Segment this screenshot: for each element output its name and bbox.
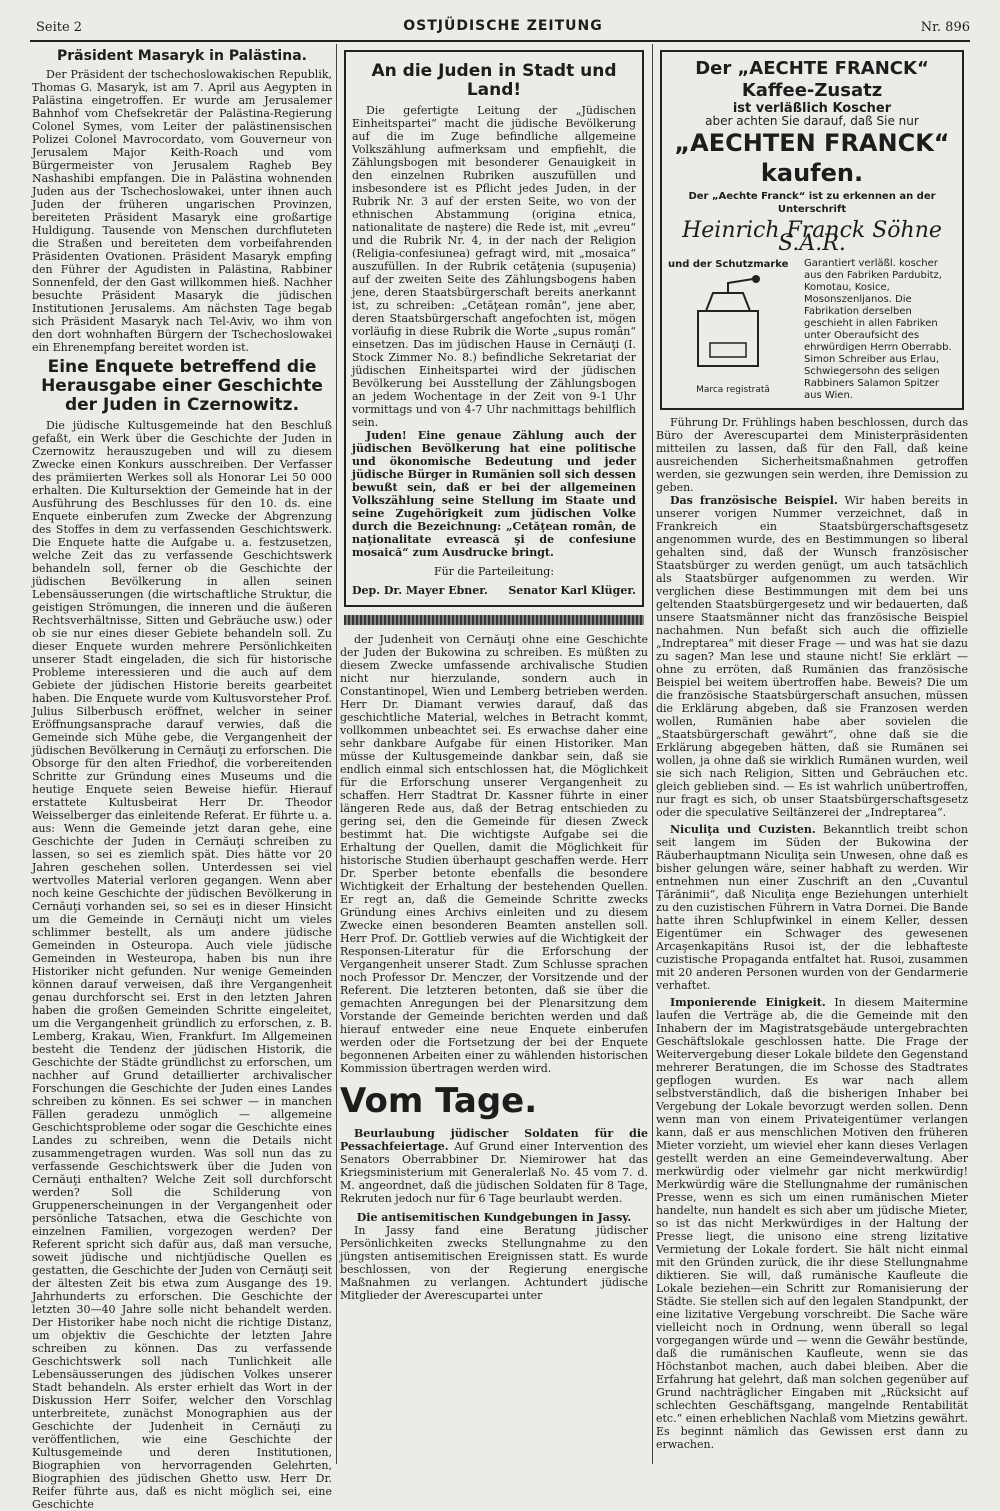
jassy-text: In Jassy fand eine Beratung jüdischer Persönlichkeiten zwecks Stellungnahme zu den jüngsten antisemitischen Ereignissen statt. Es wurde beschlossen, von der Regierung energische Maßnahmen zu verlangen. Achtundert jüdische Mitglieder der Averescupartei unter (340, 1224, 648, 1302)
column-left (32, 44, 332, 1511)
ad-mark-label: Marca registrată (696, 385, 770, 395)
appeal-text: Die gefertigte Leitung der „Jüdischen Einheitspartei“ macht die jüdische Bevölkerung auf die im Zuge befindliche allgemeine Volkszählung aufmerksam und empfiehlt, die Zählungsbogen mit besonderer Genauigkeit in den einzelnen Rubriken auszufüllen und insbesondere ist es Pflicht jedes Juden, in der Rubrik Nr. 3 auf der ersten Seite, wo von der ethnischen Abstammung (origina etnica, nationalitate de naştere) die Rede ist, mit „evreu“ und die Rubrik Nr. 4, in der nach der Religion (Religia-confesiunea) gefragt wird, mit „mosaica“ auszufüllen. In der Rubrik cetăţenia (supuşenia) auf der zweiten Seite des Zählungsbogens haben jene, deren Staatsbürgerschaft bereits anerkannt ist, zu schreiben: „Cetăţean român“, jene aber, deren Staatsbürgerschaft angefochten ist, mögen vorläufig in diese Rubrik die Worte „supus român“ einsetzen. Das im jüdischen Hause in Cernăuţi (I. Stock Zimmer No. 8.) befindliche Sekretariat der jüdischen Einheitspartei wird der jüdischen Bevölkerung bei Ausstellung der Zählungsbogen an jedem Wochentage in der Zeit von 9-1 Uhr vormittags und von 4-7 Uhr nachmittags behilflich sein. (352, 104, 636, 429)
coffee-mill-icon (668, 271, 788, 381)
ad-koscher: ist verläßlich Koscher (732, 101, 892, 116)
signatures (352, 584, 636, 597)
ad-trademark-label: und der Schutzmarke (668, 259, 789, 270)
issue-number: Nr. 896 (920, 20, 970, 35)
french-headline: Das französische Beispiel. (670, 494, 838, 507)
leave-headline: Beurlaubung jüdischer Soldaten für die Pessachfeiertage. (340, 1127, 648, 1153)
unity-headline: Imponierende Einigkeit. (670, 996, 826, 1009)
enquete-continuation: der Judenheit von Cernăuţi ohne eine Geschichte der Juden der Bukowina zu schreiben. Es müßten zu diesem Zwecke umfassende archivalische Studien nicht nur hierzulande, sondern auch in Constantinopel, Wien und Lemberg betrieben werden. Herr Dr. Diamant verwies darauf, daß das geschichtliche Material, welches in Betracht kommt, vollkommen unbeachtet sei. Es erwachse daher eine sehr dankbare Aufgabe für einen Historiker. Man müsse der Kultusgemeinde dankbar sein, daß sie endlich einmal sich entschlossen hat, die Möglichkeit für die Erforschung unserer Vergangenheit zu schaffen. Herr Stadtrat Dr. Kassner führte in einer längeren Rede aus, daß der Betrag entschieden zu gering sei, den die Gemeinde für diesen Zweck bestimmt hat. Die wichtigste Aufgabe sei die Erhaltung der Quellen, damit die Möglichkeit für historische Studien überhaupt geschaffen werde. Herr Dr. Sperber betonte ebenfalls die besondere Wichtigkeit der Erhaltung der bestehenden Quellen. Er regt an, daß die Gemeinde Schritte zwecks Gründung eines Archivs einleiten und zu diesem Zwecke einen besonderen Beamten anstellen soll. Herr Prof. Dr. Gottlieb verwies auf die Wichtigkeit der Responsen-Literatur für die Erforschung der Vergangenheit unserer Stadt. Zum Schlusse sprachen noch Professor Dr. Menczer, der Vorsitzende und der Referent. Die letzteren betonten, daß sie über die gemachten Anregungen bei der Plenarsitzung dem Vorstande der Gemeinde berichten werden und daß hierauf entweder eine neue Enquete einberufen werden oder die Fortsetzung der bei der Enquete begonnenen Arbeiten einer zu wählenden historischen Kommission übertragen werden wird. (340, 633, 648, 1075)
separator-band (344, 615, 644, 625)
ad-headline: Der „AECHTE FRANCK“ Kaffee-Zusatz (695, 58, 929, 101)
masthead: OSTJÜDISCHE ZEITUNG (403, 18, 603, 34)
ad-guarantee: Garantiert verläßl. koscher aus den Fabriken Pardubitz, Komotau, Kosice, Mosonszenljanos. Die Fabrikation derselben geschieht in allen Fabriken unter Oberaufsicht des ehrwürdigen Herrn Oberrabb. Simon Schreiber aus Erlau, Schwiegersohn des seligen Rabbiners Salamon Spitzer aus Wien. (804, 258, 952, 401)
page-header (36, 18, 970, 40)
vom-tage-heading: Vom Tage. (340, 1081, 538, 1121)
ad-slogan: „AECHTEN FRANCK“ kaufen. (674, 129, 950, 187)
niculita-text: Bekanntlich treibt schon seit langem im Süden der Bukowina der Räuberhauptmann Niculiţa sein Unwesen, ohne daß es bisher gelungen wäre, seiner habhaft zu werden. Wir entnehmen nun einer Zuschrift an den „Cuvantul Ţărănimii“, daß Niculiţa enge Beziehungen unterhielt zu den cuzistischen Führern in Vatra Dornei. Die Bande hatte ihren Schlupfwinkel in einem Keller, dessen Eigentümer ein Schwager des gewesenen Arcaşenkapitäns Rusoi ist, der die lebhafteste cuzistische Propaganda entfaltet hat. Rusoi, zusammen mit 20 anderen Personen wurden von der Gendarmerie verhaftet. (656, 823, 968, 992)
masaryk-article: Der Präsident der tschechoslowakischen Republik, Thomas G. Masaryk, ist am 7. April aus Aegypten in Palästina eingetroffen. Er wurde am Jerusalemer Bahnhof vom Chefsekretär der Palästina-Regierung Colonel Symes, vom Leiter der palästinensischen Polizei Colonel Mavrocordato, vom Gouverneur von Jerusalem Major Keith-Roach und vom Bürgermeister von Jerusalem Ragheb Bey Nashashibi empfangen. Die in Palästina wohnenden Juden aus der Tschechoslowakei, unter ihnen auch Juden der früheren ungarischen Provinzen, bereiteten Präsident Masaryk eine großartige Huldigung. Tausende von Menschen durchfluteten die Straßen und bereiteten dem vorbeifahrenden Präsidenten Ovationen. Präsident Masaryk empfing den Führer der Agudisten in Palästina, Rabbiner Sonnenfeld, der den Gast willkommen hieß. Nachher besuchte Präsident Masaryk die jüdischen Institutionen Jerusalems. Am nächsten Tage begab sich Präsident Masaryk nach Tel-Aviv, wo ihm von den dort wohnhaften Bürgern der Tschechoslowakei ein Ehrenempfang bereitet worden ist. (32, 68, 332, 354)
ad-signature-note: Der „Aechte Franck“ ist zu erkennen an der Unterschrift (688, 191, 936, 215)
column-divider (336, 44, 337, 1464)
franck-advertisement (660, 50, 964, 410)
column-divider (652, 44, 653, 1464)
signer-ebner: Dep. Dr. Mayer Ebner. (352, 584, 488, 597)
averescu-text: Führung Dr. Frühlings haben beschlossen, durch das Büro der Averescupartei dem Ministerpräsidenten mitteilen zu lassen, daß für den Fall, daß keine ausreichenden Sicherheitsmaßnahmen getroffen werden, sie gezwungen sein werden, ihre Demission zu geben. (656, 416, 968, 494)
unity-text: In diesem Maitermine laufen die Verträge ab, die die Gemeinde mit den Inhabern der im Magistratsgebäude untergebrachten Geschäftslokale geschlossen hatte. Die Frage der Weitervergebung dieser Lokale bildete den Gegenstand mehrerer Beratungen, die im Schosse des Stadtrates gepflogen wurden. Es war nach allem selbstverständlich, daß die bisherigen Inhaber bei Vergebung der Lokale bevorzugt werden sollen. Denn wenn man von einem Privateigentümer verlangen kann, daß er aus menschlichen Motiven den früheren Mieter vorzieht, um wieviel eher kann dieses Verlagen gestellt werden an eine Gemeindeverwaltung. Aber merkwürdig oder vielmehr gar nicht merkwürdig! Merkwürdig wäre die Stellungnahme der rumänischen Presse, wenn es sich um einen rumänischen Mieter handelte, nun handelt es sich aber um jüdische Mieter, so ist das nicht Merkwürdiges in der Haltung der Presse liegt, die unisono eine streng lizitative Vermietung der Lokale fordert. Sie hält nicht einmal mit den Gründen zurück, die ihr diese Stellungnahme diktieren. Sie will, daß rumänische Kaufleute die Lokale beziehen—ein Schritt zur Romanisierung der Städte. Sie stellen sich auf den legalen Standpunkt, der eine lizitative Vergebung vorschreibt. Die Sache wäre vielleicht noch in Ordnung, wenn überall so legal vorgegangen würde und — wenn die Gewähr bestünde, daß die rumänischen Kaufleute, wenn sie das Höchstanbot machen, auch dabei bleiben. Aber die Erfahrung hat gelehrt, daß man solchen gegenüber auf Grund nachträglicher Eingaben mit „Rücksicht auf schlechten Geschäftsgang, mangelnde Rentabilität etc.“ einen erheblichen Nachlaß vom Mietzins gewährt. Es beginnt nämlich das Gewissen erst dann zu erwachen. (656, 996, 968, 1451)
leave-text: Auf Grund einer Intervention des Senators Oberrabbiner Dr. Niemirower hat das Kriegsministerium mit Generalerlaß No. 45 vom 7. d. M. angeordnet, daß die jüdischen Soldaten für 8 Tage, Rekruten jedoch nur für 6 Tage beurlaubt werden. (340, 1140, 648, 1205)
header-rule (30, 40, 970, 42)
jassy-headline: Die antisemitischen Kundgebungen in Jassy. (356, 1211, 632, 1224)
party-line: Für die Parteileitung: (433, 565, 555, 578)
appeal-headline: An die Juden in Stadt und Land! (371, 61, 617, 100)
enquete-article: Die jüdische Kultusgemeinde hat den Beschluß gefaßt, ein Werk über die Geschichte der Juden in Czernowitz herauszugeben und will zu diesem Zwecke einen Konkurs ausschreiben. Der Verfasser des prämiierten Werkes soll als Honorar Lei 50 000 erhalten. Die Kultursektion der Gemeinde hat in der Ausführung des Beschlusses für den 10. ds. eine Enquete einberufen zum Zwecke der Abgrenzung des Stoffes in dem zu verfassenden Geschichtswerk. Die Enquete hatte die Aufgabe u. a. festzusetzen, welche Zeit das zu verfassende Geschichtswerk behandeln soll, ferner ob die Geschichte der jüdischen Bevölkerung in allen seinen Lebensäusserungen (die wirtschaftliche Struktur, die geistigen Strömungen, die inneren und die äußeren Rechtsverhältnisse, Sitten und Gebräuche usw.) oder ob sie nur eines dieser Gebiete behandeln soll. Zu dieser Enquete wurden mehrere Persönlichkeiten unserer Stadt eingeladen, die sich für historische Probleme interessieren und die auch auf dem Gebiete der jüdischen Historie bereits gearbeitet haben. Die Enquete wurde vom Kultusvorsteher Prof. Julius Silberbusch eröffnet, welcher in seiner Eröffnungsansprache darauf verwies, daß die Gemeinde sich Mühe gebe, die Vergangenheit der jüdischen Bevölkerung in Cernăuţi zu erforschen. Die Obsorge für den alten Friedhof, die vorbereitenden Schritte zur Gründung eines Museums und die heutige Enquete seien Beweise hiefür. Hierauf erstattete Kultusbeirat Herr Dr. Theodor Weisselberger das einleitende Referat. Er führte u. a. aus: Wenn die Gemeinde jetzt daran gehe, eine Geschichte der Juden in Cernăuţi schreiben zu lassen, so sei es ziemlich spät. Dies hätte vor 20 Jahren geschehen sollen. Unterdessen sei viel wertvolles Material verloren gegangen. Wenn aber noch keine Geschichte der jüdischen Bevölkerung in Cernăuţi vorhanden sei, so sei es in dieser Hinsicht um die Gemeinde in Cernăuţi nicht um vieles schlimmer bestellt, als um andere jüdische Gemeinden in Osteuropa. Auch viele jüdische Gemeinden in Westeuropa, haben bis nun ihre Historiker nicht gefunden. Nur wenige Gemeinden können darauf verweisen, daß ihre Vergangenheit genau durchforscht sei. Erst in den letzten Jahren haben die großen Gemeinden Schritte eingeleitet, um die Vergangenheit gründlich zu erforschen, z. B. Lemberg, Krakau, Wien, Frankfurt. Im Allgemeinen besteht die Tendenz der jüdischen Historik, die Geschichte der Städte gründlichst zu erforschen, um nachher auf Grund detaillierter archivalischer Forschungen die Geschichte der Juden eines Landes schreiben zu können. Es sei schwer — in manchen Fällen geradezu unmöglich — allgemeine Geschichtsprobleme oder sogar die Geschichte eines Landes zu schreiben, wenn die Details nicht zusammengetragen wurden. Was soll nun das zu verfassende Geschichtswerk über die Juden von Cernăuţi enthalten? Welche Zeit soll durchforscht werden? Soll die Schilderung von Gruppenerscheinungen in der Vergangenheit oder persönliche Tatsachen, etwa die Geschichte von einzelnen Familien, vorgezogen werden? Der Referent spricht sich dafür aus, daß man versuche, soweit jüdische und nichtjüdische Quellen es gestatten, die Geschichte der Juden von Cernăuţi seit der ältesten Zeit bis etwa zum Ausgange des 19. Jahrhunderts zu erforschen. Die Geschichte der letzten 30—40 Jahre solle nicht behandelt werden. Der Historiker habe noch nicht die richtige Distanz, um objektiv die Geschichte der letzten Jahre schreiben zu können. Das zu verfassende Geschichtswerk soll nach Tunlichkeit alle Lebensäusserungen des jüdischen Volkes unserer Stadt behandeln. Als erster erhielt das Wort in der Diskussion Herr Soifer, welcher den Vorschlag unterbreitete, zunächst Monographien aus der Geschichte der Judenheit in Cernăuţi zu veröffentlichen, wie eine Geschichte der Kultusgemeinde und deren Institutionen, Biographien von hervorragenden Gelehrten, Biographien des jüdischen Ghetto usw. Herr Dr. Reifer führte aus, daß es nicht möglich sei, eine Geschichte (32, 419, 332, 1511)
party-appeal (344, 50, 644, 607)
enquete-headline: Eine Enquete betreffend die Herausgabe einer Geschichte der Juden in Czernowitz. (41, 357, 323, 415)
niculita-headline: Niculiţa und Cuzisten. (670, 823, 816, 836)
appeal-bold: Juden! Eine genaue Zählung auch der jüdischen Bevölkerung hat eine politische und ökonomische Bedeutung und jeder jüdische Bürger in Rumänien soll sich dessen bewußt sein, daß er bei der allgemeinen Volkszählung seine Stellung im Staate und seine Zugehörigkeit zum jüdischen Volke durch die Bezeichnung: „Cetăţean român, de naţionalitate evrească şi de confesiune mosaică“ zum Ausdrucke bringt. (352, 429, 636, 559)
masaryk-headline: Präsident Masaryk in Palästina. (57, 48, 307, 64)
ad-signature: Heinrich Franck Söhne S.A.R. (682, 218, 942, 256)
french-text: Wir haben bereits in unserer vorigen Nummer verzeichnet, daß in Frankreich ein Staatsbürgerschaftsgesetz angenommen wurde, des en Bestimmungen so liberal gehalten sind, daß der Wunsch französischer Staatsbürger zu werden genügt, um auch tatsächlich als Staatsbürger aufgenommen zu werden. Wir verglichen diese Bestimmungen mit dem bei uns geltenden Staatsbürgergesetz und wir bedauerten, daß unsere Staatsmänner nicht das französische Beispiel nachahmen. Nun befaßt sich auch die offizielle „Indreptarea“ mit dieser Frage — und was hat sie dazu zu sagen? Man lese und staune nicht! Sie erklärt — ohne zu erröten, daß Rumänien das französische Beispiel bei weitem übertroffen habe. Beweis? Die um die französische Staatsbürgerschaft ansuchen, müssen die Erklärung abgeben, daß sie Franzosen werden wollen, Rumänien habe aber sovielen die „Staatsbürgerschaft gewährt“, ohne daß sie die Erklärung abgegeben hätten, daß sie Rumänen sei wollen, ja ohne daß sie wirklich Rumänen wurden, weil sie sich nach Religion, Sitten und Gebräuchen etc. gleich geblieben sind. — Es ist wahrlich unübertroffen, nur fragt es sich, ob unser Staatsbürgerschaftsgesetz oder die speculative Seiltänzerei der „Indreptarea“. (656, 494, 968, 819)
column-middle (340, 44, 648, 1464)
ad-notice: aber achten Sie darauf, daß Sie nur (705, 114, 919, 128)
page-number: Seite 2 (36, 20, 83, 35)
column-right (656, 44, 968, 1464)
signer-klueger: Senator Karl Klüger. (508, 584, 636, 597)
